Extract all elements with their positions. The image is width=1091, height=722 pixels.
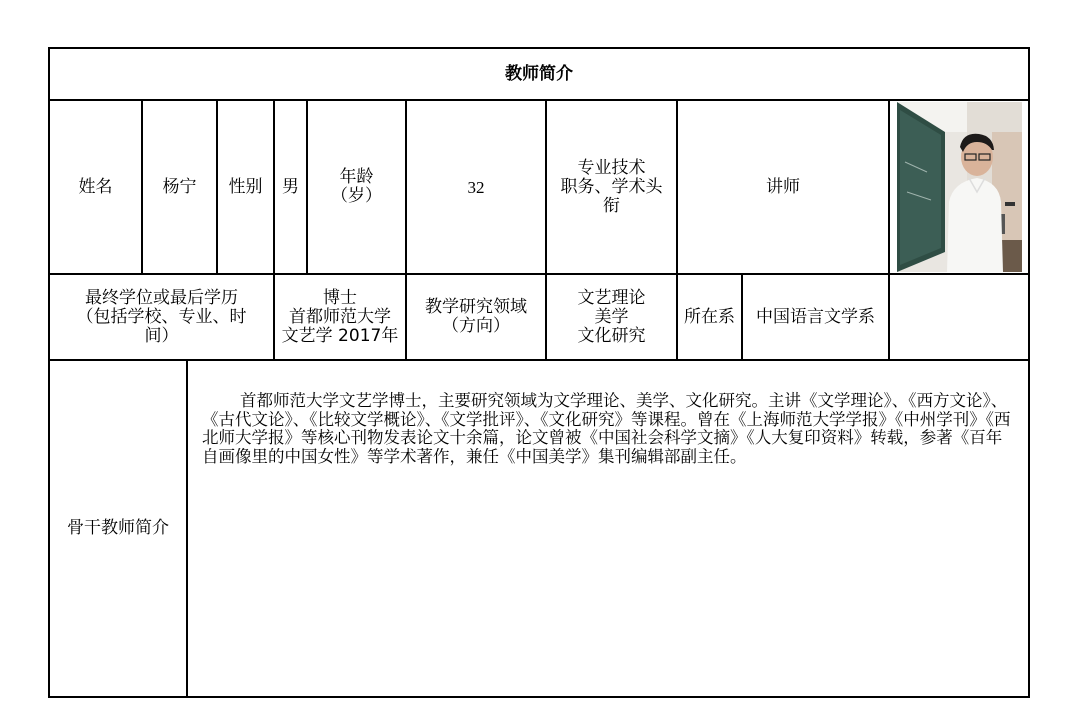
col-divider <box>888 99 890 361</box>
age-label-line: （岁） <box>331 186 382 206</box>
col-divider <box>186 359 188 698</box>
research-label-line: 教学研究领域 <box>425 297 527 317</box>
degree-label-line: 最终学位或最后学历 <box>85 287 238 308</box>
name-label: 姓名 <box>78 176 113 197</box>
degree-value-line: 首都师范大学 <box>289 306 391 327</box>
position-label <box>547 101 676 273</box>
row-divider <box>48 359 1030 361</box>
age-label-line: 年龄 <box>339 167 374 187</box>
dept-label: 所在系 <box>684 306 735 327</box>
age-value: 32 <box>467 177 485 197</box>
position-value: 讲师 <box>766 176 800 197</box>
page-title: 教师简介 <box>505 63 573 84</box>
name-value: 杨宁 <box>162 176 197 197</box>
degree-label-line: （包括学校、专业、时 <box>76 306 247 327</box>
degree-value-line: 文艺学 2017年 <box>281 325 399 346</box>
dept-value: 中国语言文学系 <box>756 306 875 327</box>
gender-label: 性别 <box>228 176 263 197</box>
portrait-image <box>897 102 1022 272</box>
degree-value-line: 博士 <box>323 287 357 308</box>
research-value-line: 文艺理论 <box>577 287 646 308</box>
bio-text: 首都师范大学文艺学博士，主要研究领域为文学理论、美学、文化研究。主讲《文学理论》、《西方文论》、《古代文论》、《比较文学概论》、《文学批评》、《文化研究》等课程。曾在《上海师范大学学报》《中州学刊》《西北师大学报》等核心刊物发表论文十余篇，论文曾被《中国社会科学文摘》《人大复印资料》转载，参著《百年自画像里的中国女性》等学术著作，兼任《中国美学》集刊编辑部副主任。 <box>202 391 1011 466</box>
position-label-line: 职务、学术头 <box>560 176 663 197</box>
research-label <box>407 275 545 359</box>
position-label-line: 专业技术 <box>577 157 646 178</box>
research-label-line: （方向） <box>442 316 510 336</box>
research-value <box>547 275 676 359</box>
position-label-line: 衔 <box>603 195 620 216</box>
bio-label: 骨干教师简介 <box>67 518 169 538</box>
teacher-photo <box>897 102 1022 272</box>
research-value-line: 美学 <box>594 306 629 327</box>
degree-value <box>275 275 405 359</box>
degree-label-line: 间） <box>144 325 179 346</box>
degree-label <box>50 275 273 359</box>
age-label <box>308 101 405 273</box>
research-value-line: 文化研究 <box>577 325 646 346</box>
gender-value: 男 <box>282 176 299 197</box>
